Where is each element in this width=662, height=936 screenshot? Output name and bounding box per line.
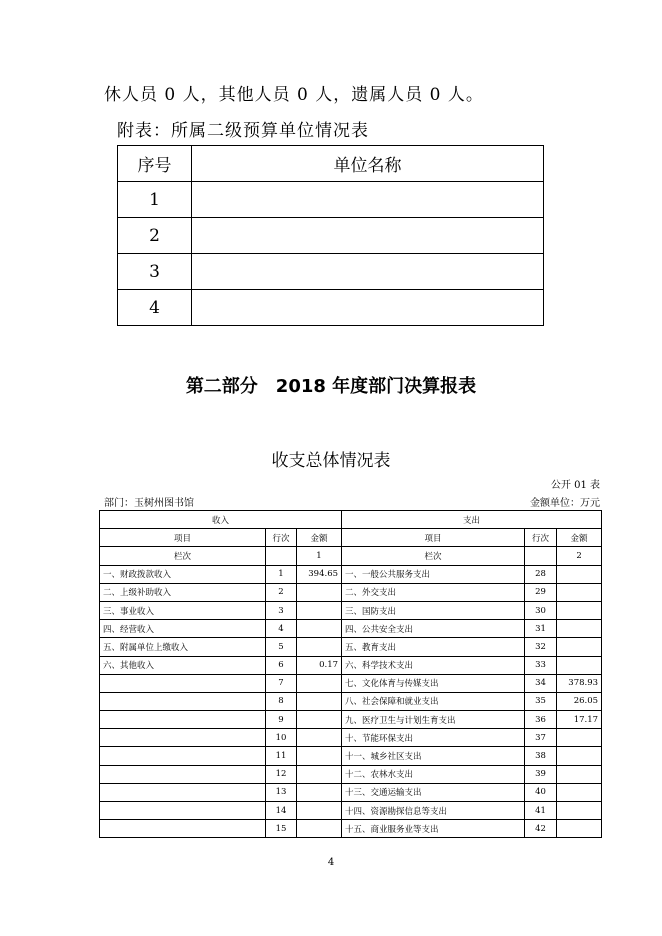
table-row: [100, 765, 602, 783]
unit-name-cell: [192, 290, 544, 326]
income-amount-cell: [297, 620, 342, 638]
income-line-cell: 15: [266, 820, 297, 838]
income-item-cell: 一、财政拨款收入: [100, 565, 266, 583]
expense-line-cell: 38: [525, 747, 557, 765]
department-label: 部门：玉树州图书馆: [104, 498, 194, 509]
expense-amount-cell: [557, 802, 602, 820]
col-line-header: 行次: [525, 529, 557, 547]
income-amount-cell: [297, 601, 342, 619]
expense-line-cell: 40: [525, 783, 557, 801]
form-number: 公开 01 表: [550, 480, 600, 491]
expense-item-cell: 二、外交支出: [342, 583, 525, 601]
lanci-income-value: 1: [297, 547, 342, 565]
sub-units-header-row: [118, 146, 544, 182]
col-item-header: 项目: [342, 529, 525, 547]
income-amount-cell: [297, 802, 342, 820]
expense-amount-cell: [557, 583, 602, 601]
expense-amount-cell: [557, 783, 602, 801]
income-amount-cell: [297, 783, 342, 801]
expense-line-cell: 36: [525, 711, 557, 729]
income-line-cell: 3: [266, 601, 297, 619]
expense-item-cell: 八、社会保障和就业支出: [342, 692, 525, 710]
seq-cell: 1: [118, 182, 192, 218]
expense-item-cell: 十五、商业服务业等支出: [342, 820, 525, 838]
table-row: [100, 729, 602, 747]
expense-line-cell: 35: [525, 692, 557, 710]
income-item-cell: 三、事业收入: [100, 601, 266, 619]
income-expense-table: [99, 510, 602, 838]
income-item-cell: [100, 729, 266, 747]
header-seq: 序号: [118, 146, 192, 182]
expense-line-cell: 32: [525, 638, 557, 656]
table-row: [100, 820, 602, 838]
sub-units-row: [118, 218, 544, 254]
expense-item-cell: 三、国防支出: [342, 601, 525, 619]
income-item-cell: 四、经营收入: [100, 620, 266, 638]
report-title: 收支总体情况表: [271, 451, 391, 471]
expense-amount-cell: [557, 729, 602, 747]
income-amount-cell: [297, 729, 342, 747]
income-line-cell: 5: [266, 638, 297, 656]
expense-line-cell: 39: [525, 765, 557, 783]
income-line-cell: 8: [266, 692, 297, 710]
income-line-cell: 10: [266, 729, 297, 747]
income-item-cell: 六、其他收入: [100, 656, 266, 674]
expense-amount-cell: 17.17: [557, 711, 602, 729]
expense-line-cell: 29: [525, 583, 557, 601]
income-line-cell: 4: [266, 620, 297, 638]
sub-units-row: [118, 290, 544, 326]
income-amount-cell: [297, 747, 342, 765]
table-row: [100, 620, 602, 638]
table-row: [100, 656, 602, 674]
expense-amount-cell: [557, 656, 602, 674]
unit-name-cell: [192, 218, 544, 254]
expense-line-cell: 30: [525, 601, 557, 619]
expense-amount-cell: [557, 638, 602, 656]
income-item-cell: [100, 692, 266, 710]
income-amount-cell: [297, 583, 342, 601]
income-line-cell: 7: [266, 674, 297, 692]
seq-cell: 2: [118, 218, 192, 254]
table-row: [100, 601, 602, 619]
income-item-cell: [100, 802, 266, 820]
expense-line-cell: 31: [525, 620, 557, 638]
expense-line-cell: 41: [525, 802, 557, 820]
income-line-cell: 1: [266, 565, 297, 583]
income-line-cell: 12: [266, 765, 297, 783]
expense-amount-cell: [557, 820, 602, 838]
income-item-cell: [100, 711, 266, 729]
seq-cell: 4: [118, 290, 192, 326]
income-item-cell: [100, 783, 266, 801]
sub-units-table: [117, 145, 544, 326]
col-amount-header: 金额: [297, 529, 342, 547]
table-row: [100, 638, 602, 656]
expense-item-cell: 十三、交通运输支出: [342, 783, 525, 801]
income-amount-cell: 0.17: [297, 656, 342, 674]
expense-amount-cell: [557, 620, 602, 638]
income-amount-cell: [297, 674, 342, 692]
table-row: [100, 747, 602, 765]
expense-amount-cell: [557, 601, 602, 619]
expense-amount-cell: [557, 765, 602, 783]
expense-item-cell: 七、文化体育与传媒支出: [342, 674, 525, 692]
income-item-cell: 五、附属单位上缴收入: [100, 638, 266, 656]
income-amount-cell: [297, 711, 342, 729]
expense-line-cell: 28: [525, 565, 557, 583]
header-unit-name: 单位名称: [192, 146, 544, 182]
annex-title: 附表：所属二级预算单位情况表: [117, 121, 369, 141]
expense-amount-cell: 26.05: [557, 692, 602, 710]
unit-name-cell: [192, 182, 544, 218]
empty-cell: [525, 547, 557, 565]
expense-item-cell: 十四、资源勘探信息等支出: [342, 802, 525, 820]
unit-name-cell: [192, 254, 544, 290]
intro-line: 休人员 0 人，其他人员 0 人，遗属人员 0 人。: [104, 85, 484, 105]
amount-unit-label: 金额单位：万元: [530, 498, 600, 509]
expense-line-cell: 33: [525, 656, 557, 674]
income-item-cell: [100, 674, 266, 692]
sub-units-row: [118, 254, 544, 290]
lanci-expense-value: 2: [557, 547, 602, 565]
table-row: [100, 711, 602, 729]
seq-cell: 3: [118, 254, 192, 290]
income-amount-cell: [297, 765, 342, 783]
income-item-cell: [100, 820, 266, 838]
expense-amount-cell: 378.93: [557, 674, 602, 692]
income-line-cell: 9: [266, 711, 297, 729]
income-amount-cell: [297, 638, 342, 656]
table-row: [100, 783, 602, 801]
income-amount-cell: [297, 820, 342, 838]
expense-line-cell: 34: [525, 674, 557, 692]
col-line-header: 行次: [266, 529, 297, 547]
col-amount-header: 金额: [557, 529, 602, 547]
income-amount-cell: [297, 692, 342, 710]
table-row: [100, 802, 602, 820]
expense-item-cell: 十二、农林水支出: [342, 765, 525, 783]
income-line-cell: 14: [266, 802, 297, 820]
part-title: 第二部分 2018 年度部门决算报表: [185, 376, 477, 397]
income-header: 收入: [100, 511, 342, 529]
lanci-label: 栏次: [342, 547, 525, 565]
lanci-label: 栏次: [100, 547, 266, 565]
col-item-header: 项目: [100, 529, 266, 547]
income-line-cell: 2: [266, 583, 297, 601]
lanci-row: [100, 547, 602, 565]
expense-amount-cell: [557, 565, 602, 583]
expense-item-cell: 九、医疗卫生与计划生育支出: [342, 711, 525, 729]
expense-item-cell: 一、一般公共服务支出: [342, 565, 525, 583]
income-item-cell: [100, 765, 266, 783]
income-item-cell: [100, 747, 266, 765]
empty-cell: [266, 547, 297, 565]
sub-units-row: [118, 182, 544, 218]
expense-item-cell: 五、教育支出: [342, 638, 525, 656]
section-header-row: [100, 511, 602, 529]
table-row: [100, 565, 602, 583]
expense-item-cell: 十一、城乡社区支出: [342, 747, 525, 765]
table-row: [100, 583, 602, 601]
income-amount-cell: 394.65: [297, 565, 342, 583]
page-number: 4: [327, 857, 335, 868]
expense-line-cell: 42: [525, 820, 557, 838]
income-line-cell: 13: [266, 783, 297, 801]
expense-amount-cell: [557, 747, 602, 765]
income-line-cell: 11: [266, 747, 297, 765]
expense-header: 支出: [342, 511, 602, 529]
expense-item-cell: 六、科学技术支出: [342, 656, 525, 674]
expense-item-cell: 十、节能环保支出: [342, 729, 525, 747]
income-item-cell: 二、上级补助收入: [100, 583, 266, 601]
column-header-row: [100, 529, 602, 547]
expense-item-cell: 四、公共安全支出: [342, 620, 525, 638]
expense-line-cell: 37: [525, 729, 557, 747]
table-row: [100, 692, 602, 710]
income-line-cell: 6: [266, 656, 297, 674]
table-row: [100, 674, 602, 692]
